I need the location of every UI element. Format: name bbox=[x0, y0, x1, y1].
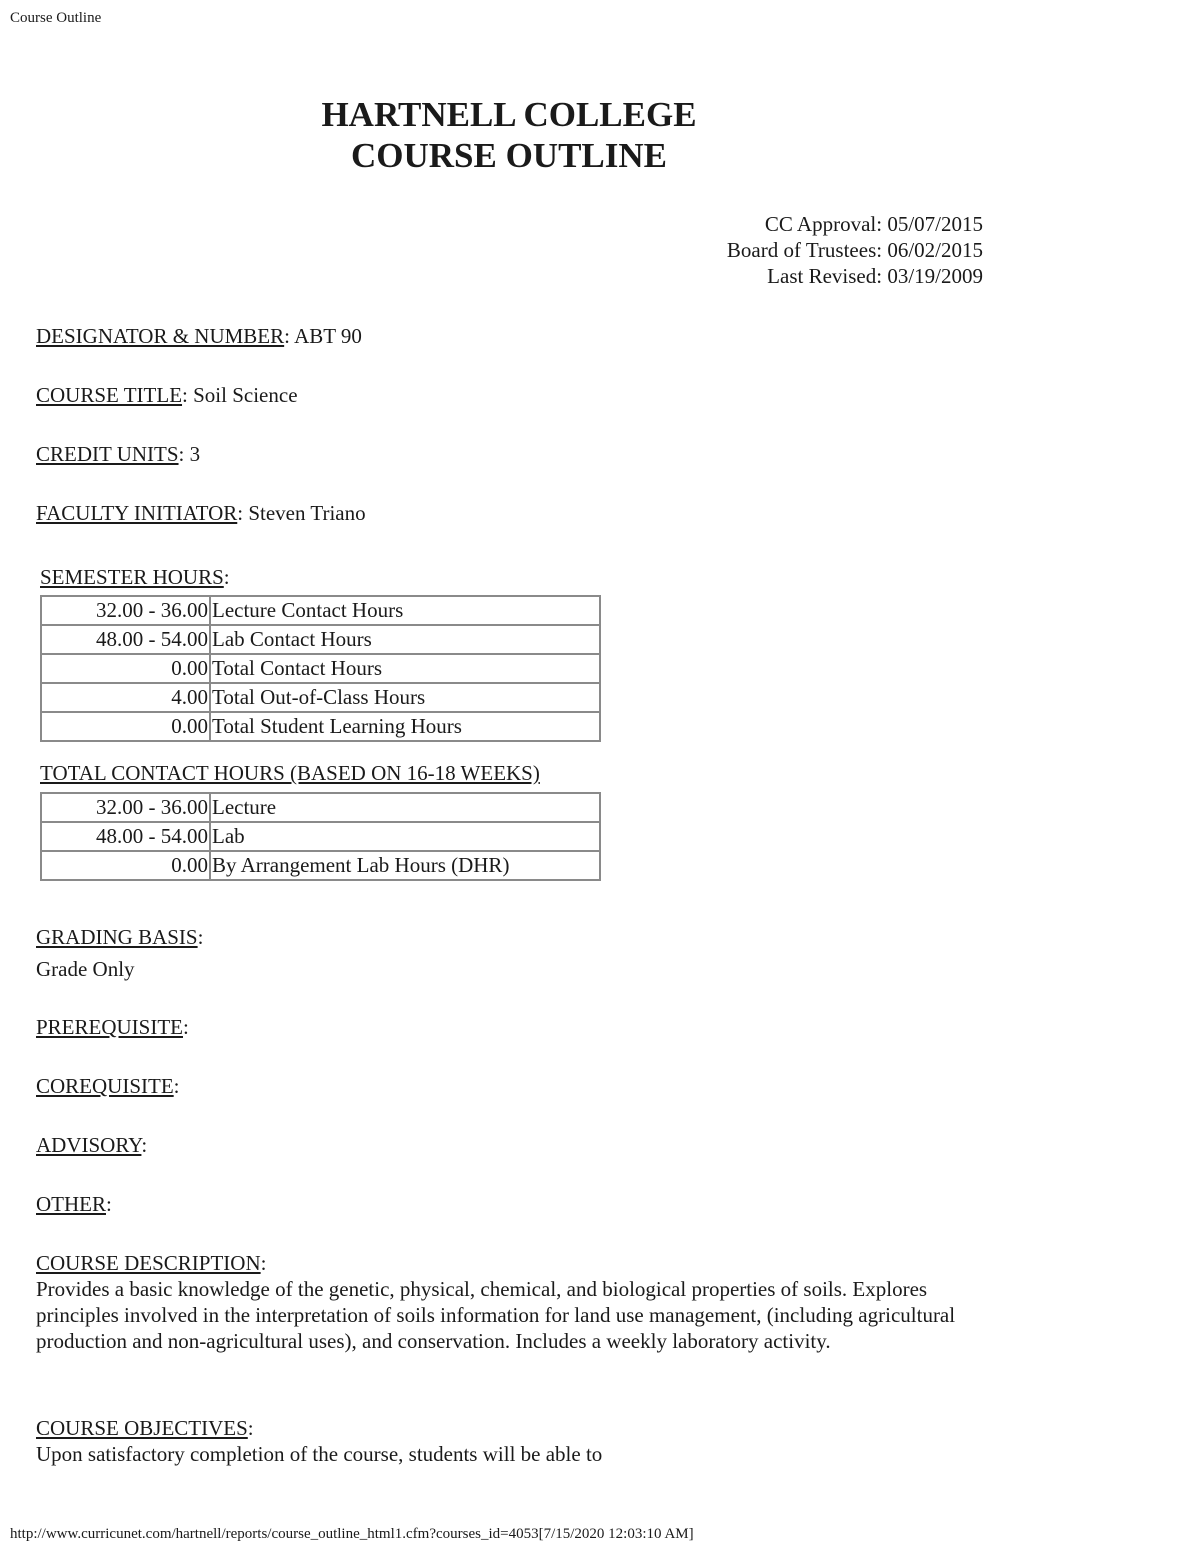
course-title-label: COURSE TITLE bbox=[36, 383, 183, 407]
table-row bbox=[41, 793, 600, 822]
course-description-label: COURSE DESCRIPTION bbox=[36, 1251, 261, 1275]
corequisite-field: COREQUISITE: bbox=[36, 1074, 180, 1098]
corequisite-label: COREQUISITE bbox=[36, 1074, 174, 1098]
designator-field bbox=[36, 323, 362, 349]
semester-hours-table bbox=[40, 595, 601, 742]
course-description: COURSE DESCRIPTION: Provides a basic knowledge of the genetic, physical, chemical, and biological properties of soils. Explores principles involved in the interpretation of soils information for land use management, (including agricultural production and non-agricultural uses), and conservation. Includes a weekly laboratory activity. bbox=[36, 1250, 986, 1354]
last-revised: Last Revised: 03/19/2009 bbox=[767, 264, 983, 288]
hours-value: 32.00 - 36.00 bbox=[41, 793, 210, 822]
table-row bbox=[41, 712, 600, 741]
advisory-field: ADVISORY: bbox=[36, 1133, 148, 1157]
hours-value: 48.00 - 54.00 bbox=[41, 625, 210, 654]
document-title bbox=[0, 94, 1018, 176]
total-contact-hours-heading: TOTAL CONTACT HOURS (BASED ON 16-18 WEEKS) bbox=[40, 761, 540, 785]
course-objectives-label: COURSE OBJECTIVES bbox=[36, 1416, 248, 1440]
course-title-value: : Soil Science bbox=[182, 383, 298, 407]
hours-value: 0.00 bbox=[41, 654, 210, 683]
other-field: OTHER: bbox=[36, 1192, 112, 1216]
table-row bbox=[41, 625, 600, 654]
approval-dates bbox=[727, 211, 983, 289]
faculty-value: : Steven Triano bbox=[237, 501, 366, 525]
hours-value: 32.00 - 36.00 bbox=[41, 596, 210, 625]
table-row bbox=[41, 596, 600, 625]
total-contact-hours-table bbox=[40, 792, 601, 881]
course-objectives: COURSE OBJECTIVES: Upon satisfactory completion of the course, students will be able to bbox=[36, 1415, 986, 1467]
table-row bbox=[41, 654, 600, 683]
hours-label: Lab Contact Hours bbox=[210, 625, 600, 654]
other-label: OTHER bbox=[36, 1192, 106, 1216]
hours-value: 48.00 - 54.00 bbox=[41, 822, 210, 851]
cc-approval: CC Approval: 05/07/2015 bbox=[764, 212, 983, 236]
hours-label: Total Out-of-Class Hours bbox=[210, 683, 600, 712]
designator-label: DESIGNATOR & NUMBER bbox=[36, 324, 285, 348]
course-objectives-text: Upon satisfactory completion of the course, students will be able to bbox=[36, 1442, 603, 1466]
credit-units-field bbox=[36, 441, 200, 467]
hours-label: Total Student Learning Hours bbox=[210, 712, 600, 741]
prerequisite-field: PREREQUISITE: bbox=[36, 1015, 189, 1039]
hours-label: By Arrangement Lab Hours (DHR) bbox=[210, 851, 600, 880]
designator-value: : ABT 90 bbox=[284, 324, 362, 348]
board-of-trustees: Board of Trustees: 06/02/2015 bbox=[726, 238, 983, 262]
hours-label: Lab bbox=[210, 822, 600, 851]
footer-url: http://www.curricunet.com/hartnell/reports/course_outline_html1.cfm?courses_id=4053[7/15/2020 12:03:10 AM] bbox=[10, 1526, 694, 1542]
hours-label: Lecture bbox=[210, 793, 600, 822]
running-header: Course Outline bbox=[10, 10, 102, 26]
title-college: HARTNELL COLLEGE bbox=[321, 95, 697, 134]
credit-units-value: : 3 bbox=[178, 442, 201, 466]
credit-units-label: CREDIT UNITS bbox=[36, 442, 179, 466]
hours-value: 4.00 bbox=[41, 683, 210, 712]
hours-label: Total Contact Hours bbox=[210, 654, 600, 683]
advisory-label: ADVISORY bbox=[36, 1133, 142, 1157]
table-row bbox=[41, 851, 600, 880]
course-title-field bbox=[36, 382, 298, 408]
course-description-text: Provides a basic knowledge of the genetic, physical, chemical, and biological properties of soils. Explores principles involved in the interpretation of soils information for land use management, (including agricultural production and non-agricultural uses), and conservation. Includes a weekly laboratory activity. bbox=[36, 1277, 956, 1353]
prerequisite-label: PREREQUISITE bbox=[36, 1015, 183, 1039]
title-outline: COURSE OUTLINE bbox=[350, 136, 668, 175]
hours-value: 0.00 bbox=[41, 851, 210, 880]
faculty-label: FACULTY INITIATOR bbox=[36, 501, 238, 525]
grading-basis-field: GRADING BASIS: Grade Only bbox=[36, 925, 204, 981]
hours-label: Lecture Contact Hours bbox=[210, 596, 600, 625]
hours-value: 0.00 bbox=[41, 712, 210, 741]
faculty-field bbox=[36, 500, 366, 526]
grading-basis-value: Grade Only bbox=[36, 957, 135, 981]
table-row bbox=[41, 822, 600, 851]
semester-hours-heading: SEMESTER HOURS: bbox=[40, 565, 230, 589]
table-row bbox=[41, 683, 600, 712]
grading-basis-label: GRADING BASIS bbox=[36, 925, 198, 949]
